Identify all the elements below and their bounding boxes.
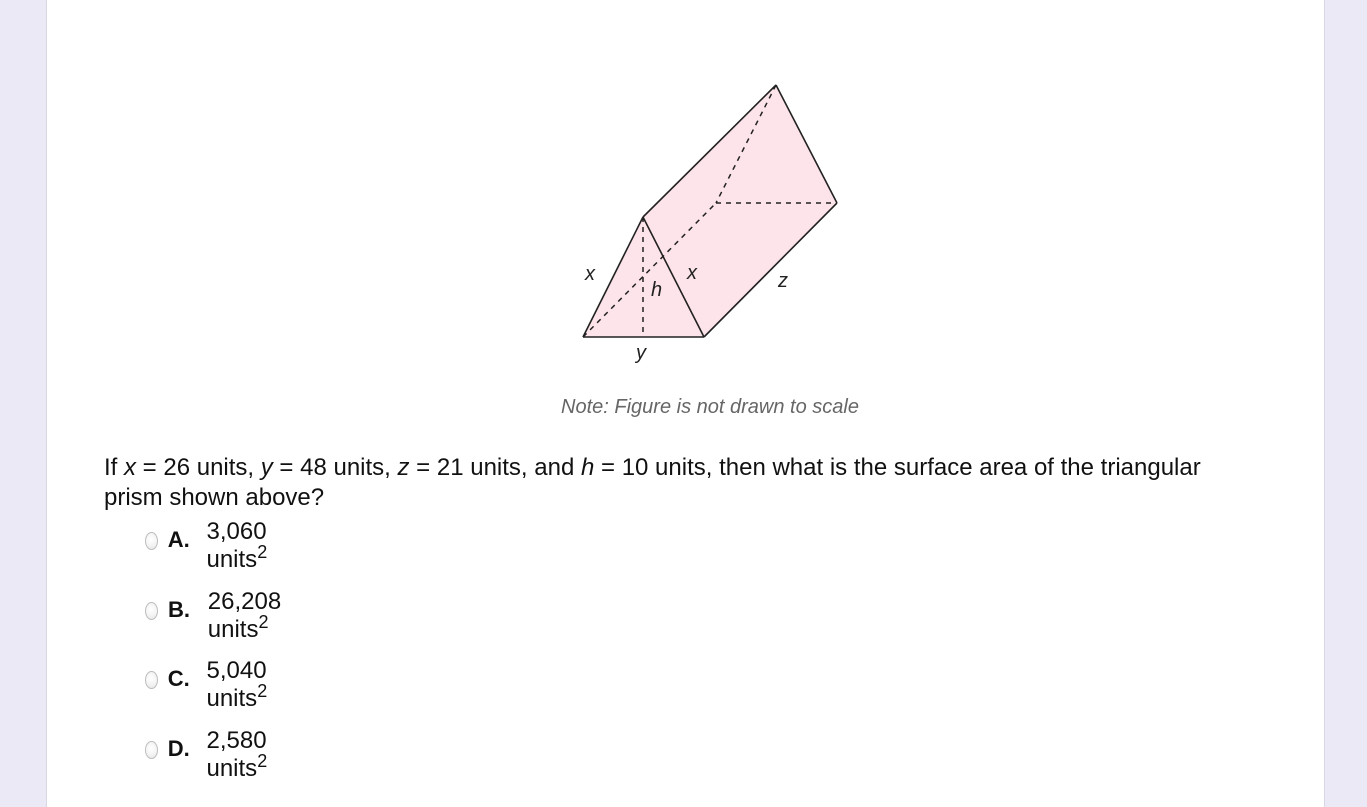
variable-h: h — [580, 454, 595, 481]
option-letter: C. — [167, 666, 190, 691]
option-c[interactable] — [145, 657, 292, 712]
question-part: = 10 units, then what is the surface area of the triangular prism shown above? — [104, 454, 1201, 511]
variable-x: x — [124, 454, 137, 481]
question-part: If — [104, 454, 125, 481]
radio-button-a[interactable] — [145, 532, 158, 550]
option-d[interactable] — [145, 727, 292, 782]
question-part: = 26 units, — [136, 454, 261, 481]
label-y: y — [636, 342, 646, 364]
option-letter: B. — [167, 597, 190, 622]
option-value — [208, 588, 305, 644]
radio-button-b[interactable] — [145, 602, 158, 620]
radio-button-d[interactable] — [145, 741, 158, 759]
option-letter: A. — [167, 527, 190, 552]
exponent: 2 — [257, 681, 268, 701]
option-letter: D. — [167, 736, 190, 761]
option-value-text: 26,208 units — [207, 588, 282, 643]
exponent: 2 — [258, 612, 269, 632]
label-x-left: x — [585, 263, 595, 285]
label-h: h — [651, 279, 663, 301]
variable-y: y — [260, 454, 273, 481]
exponent: 2 — [257, 542, 268, 562]
figure-note: Note: Figure is not drawn to scale — [561, 396, 859, 418]
question-part: = 21 units, and — [409, 454, 581, 481]
option-b[interactable] — [145, 588, 304, 643]
exponent: 2 — [257, 751, 268, 771]
option-value — [206, 657, 291, 713]
variable-z: z — [397, 454, 410, 481]
label-x-right: x — [687, 262, 697, 284]
question-part: = 48 units, — [272, 454, 398, 481]
triangular-prism-figure — [0, 0, 1367, 400]
option-value-text: 5,040 units — [206, 657, 267, 712]
label-z: z — [778, 270, 788, 292]
option-value-text: 2,580 units — [206, 727, 267, 782]
question-text — [104, 453, 1234, 513]
option-value-text: 3,060 units — [206, 518, 267, 573]
radio-button-c[interactable] — [145, 671, 158, 689]
option-value — [206, 518, 291, 574]
option-value — [206, 727, 291, 783]
option-a[interactable] — [145, 518, 292, 573]
